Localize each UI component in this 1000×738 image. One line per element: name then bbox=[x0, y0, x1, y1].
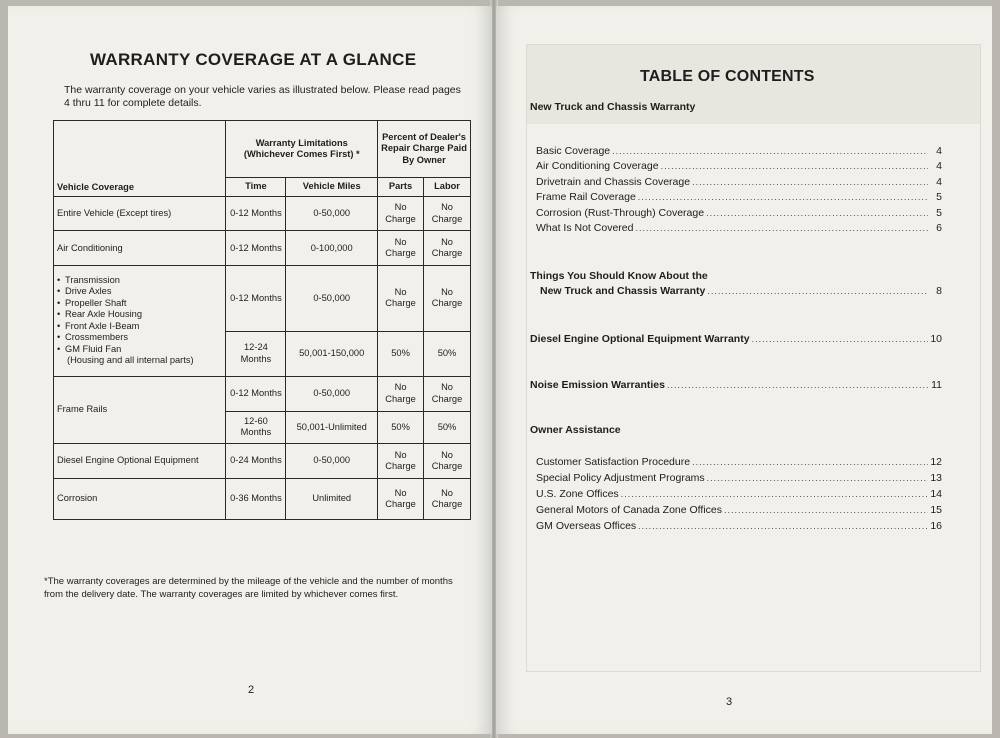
parts-cell: 50% bbox=[378, 331, 424, 376]
warranty-table bbox=[53, 120, 471, 520]
table-row bbox=[54, 231, 471, 266]
toc-entry-page: 5 bbox=[936, 191, 942, 203]
toc-leader bbox=[707, 472, 928, 485]
intro-text: The warranty coverage on your vehicle varies as illustrated below. Please read pages 4 thru 11 for complete details. bbox=[64, 84, 461, 109]
miles-cell: 50,001-Unlimited bbox=[286, 411, 378, 444]
toc-leader bbox=[661, 160, 928, 173]
coverage-cell: Diesel Engine Optional Equipment bbox=[54, 444, 226, 479]
toc-leader bbox=[638, 520, 928, 533]
toc-title: TABLE OF CONTENTS bbox=[640, 68, 815, 85]
toc-leader bbox=[706, 207, 928, 220]
miles-cell: 0-50,000 bbox=[286, 444, 378, 479]
toc-entry-page: 13 bbox=[930, 472, 942, 484]
list-item: • Rear Axle Housing bbox=[57, 309, 222, 321]
toc-entry-label: What Is Not Covered bbox=[536, 222, 634, 234]
toc-entry-page: 10 bbox=[930, 333, 942, 345]
toc-leader bbox=[621, 488, 928, 501]
right-page bbox=[496, 6, 992, 734]
labor-cell: No Charge bbox=[424, 266, 471, 331]
coverage-cell: Air Conditioning bbox=[54, 231, 226, 266]
parts-cell: No Charge bbox=[378, 231, 424, 266]
parts-cell: No Charge bbox=[378, 376, 424, 411]
time-cell: 12-24 Months bbox=[226, 331, 286, 376]
toc-section-heading: Things You Should Know About the bbox=[530, 270, 708, 282]
toc-leader bbox=[692, 176, 928, 189]
table-row bbox=[54, 479, 471, 520]
toc-leader bbox=[635, 222, 928, 235]
time-cell: 0-12 Months bbox=[226, 376, 286, 411]
toc-entry bbox=[536, 191, 942, 204]
toc-entry-page: 15 bbox=[930, 504, 942, 516]
toc-entry bbox=[536, 145, 942, 158]
left-page bbox=[8, 6, 492, 734]
toc-entry bbox=[536, 456, 942, 469]
toc-entry-page: 12 bbox=[930, 456, 942, 468]
table-row bbox=[54, 444, 471, 479]
labor-cell: No Charge bbox=[424, 444, 471, 479]
time-cell: 12-60 Months bbox=[226, 411, 286, 444]
labor-cell: No Charge bbox=[424, 376, 471, 411]
toc-entry-label: General Motors of Canada Zone Offices bbox=[536, 504, 722, 516]
toc-entry-page: 14 bbox=[930, 488, 942, 500]
toc-entry bbox=[536, 176, 942, 189]
toc-entry-page: 4 bbox=[936, 145, 942, 157]
toc-section-heading bbox=[540, 284, 942, 298]
time-cell: 0-12 Months bbox=[226, 266, 286, 331]
toc-entry-label: GM Overseas Offices bbox=[536, 520, 637, 532]
limitations-header: Warranty Limitations (Whichever Comes First) * bbox=[226, 121, 378, 178]
table-row bbox=[54, 266, 471, 331]
labor-cell: No Charge bbox=[424, 479, 471, 520]
show-through-frame bbox=[526, 44, 981, 672]
toc-leader bbox=[667, 378, 928, 392]
toc-entry-page: 8 bbox=[936, 285, 942, 297]
miles-cell: 0-50,000 bbox=[286, 196, 378, 231]
toc-entry-label: Noise Emission Warranties bbox=[530, 379, 665, 391]
time-header: Time bbox=[226, 178, 286, 196]
drivetrain-list bbox=[57, 275, 222, 356]
drivetrain-note: (Housing and all internal parts) bbox=[67, 355, 194, 366]
toc-leader bbox=[638, 191, 928, 204]
time-cell: 0-12 Months bbox=[226, 196, 286, 231]
toc-entry-page: 4 bbox=[936, 160, 942, 172]
table-row bbox=[54, 376, 471, 411]
toc-entry-label: Frame Rail Coverage bbox=[536, 191, 636, 203]
parts-cell: No Charge bbox=[378, 266, 424, 331]
toc-entry bbox=[536, 504, 942, 517]
toc-section-heading bbox=[530, 378, 942, 392]
footnote: *The warranty coverages are determined by the mileage of the vehicle and the number of months from the delivery date. The warranty coverages are limited by whichever comes first. bbox=[44, 576, 453, 600]
toc-entry bbox=[536, 472, 942, 485]
toc-entry-page: 4 bbox=[936, 176, 942, 188]
toc-entry bbox=[536, 488, 942, 501]
toc-entry bbox=[536, 207, 942, 220]
miles-header: Vehicle Miles bbox=[286, 178, 378, 196]
toc-entry-page: 6 bbox=[936, 222, 942, 234]
labor-cell: 50% bbox=[424, 331, 471, 376]
percent-header: Percent of Dealer's Repair Charge Paid By Owner bbox=[378, 121, 471, 178]
miles-cell: 50,001-150,000 bbox=[286, 331, 378, 376]
parts-cell: No Charge bbox=[378, 196, 424, 231]
coverage-cell: Corrosion bbox=[54, 479, 226, 520]
list-item: • Front Axle I-Beam bbox=[57, 321, 222, 333]
parts-cell: No Charge bbox=[378, 444, 424, 479]
toc-entry-page: 16 bbox=[930, 520, 942, 532]
toc-entry-label: Basic Coverage bbox=[536, 145, 611, 157]
toc-leader bbox=[752, 332, 928, 346]
toc-entry-page: 5 bbox=[936, 207, 942, 219]
list-item: • GM Fluid Fan bbox=[57, 344, 222, 356]
vehicle-coverage-header: Vehicle Coverage bbox=[54, 121, 226, 197]
toc-leader bbox=[707, 284, 928, 298]
page-number: 3 bbox=[726, 696, 733, 708]
parts-header: Parts bbox=[378, 178, 424, 196]
miles-cell: Unlimited bbox=[286, 479, 378, 520]
toc-entry-page: 11 bbox=[931, 379, 942, 391]
drivetrain-coverage-cell bbox=[54, 266, 226, 376]
toc-entry-label: Corrosion (Rust-Through) Coverage bbox=[536, 207, 705, 219]
toc-entry-label: New Truck and Chassis Warranty bbox=[540, 285, 706, 297]
toc-entry-label: Special Policy Adjustment Programs bbox=[536, 472, 705, 484]
parts-cell: No Charge bbox=[378, 479, 424, 520]
frame-coverage-cell: Frame Rails bbox=[54, 376, 226, 444]
time-cell: 0-12 Months bbox=[226, 231, 286, 266]
list-item: • Crossmembers bbox=[57, 332, 222, 344]
toc-section-heading bbox=[530, 332, 942, 346]
toc-leader bbox=[612, 145, 928, 158]
toc-entry bbox=[536, 222, 942, 235]
list-item: • Propeller Shaft bbox=[57, 298, 222, 310]
toc-entry bbox=[536, 160, 942, 173]
toc-entry-label: Air Conditioning Coverage bbox=[536, 160, 659, 172]
coverage-cell: Entire Vehicle (Except tires) bbox=[54, 196, 226, 231]
table-row bbox=[54, 196, 471, 231]
miles-cell: 0-50,000 bbox=[286, 376, 378, 411]
toc-entry-label: Diesel Engine Optional Equipment Warranty bbox=[530, 333, 750, 345]
toc-section-heading: Owner Assistance bbox=[530, 424, 621, 436]
parts-cell: 50% bbox=[378, 411, 424, 444]
labor-cell: No Charge bbox=[424, 196, 471, 231]
list-item: • Transmission bbox=[57, 275, 222, 287]
labor-header: Labor bbox=[424, 178, 471, 196]
miles-cell: 0-50,000 bbox=[286, 266, 378, 331]
toc-entry-label: Drivetrain and Chassis Coverage bbox=[536, 176, 691, 188]
page-number: 2 bbox=[248, 684, 255, 696]
miles-cell: 0-100,000 bbox=[286, 231, 378, 266]
toc-leader bbox=[724, 504, 928, 517]
toc-entry bbox=[536, 520, 942, 533]
toc-section-heading: New Truck and Chassis Warranty bbox=[530, 101, 696, 113]
toc-entry-label: U.S. Zone Offices bbox=[536, 488, 619, 500]
labor-cell: No Charge bbox=[424, 231, 471, 266]
page-title: WARRANTY COVERAGE AT A GLANCE bbox=[90, 50, 417, 69]
list-item: • Drive Axles bbox=[57, 286, 222, 298]
labor-cell: 50% bbox=[424, 411, 471, 444]
time-cell: 0-36 Months bbox=[226, 479, 286, 520]
time-cell: 0-24 Months bbox=[226, 444, 286, 479]
toc-entry-label: Customer Satisfaction Procedure bbox=[536, 456, 691, 468]
toc-leader bbox=[692, 456, 928, 469]
